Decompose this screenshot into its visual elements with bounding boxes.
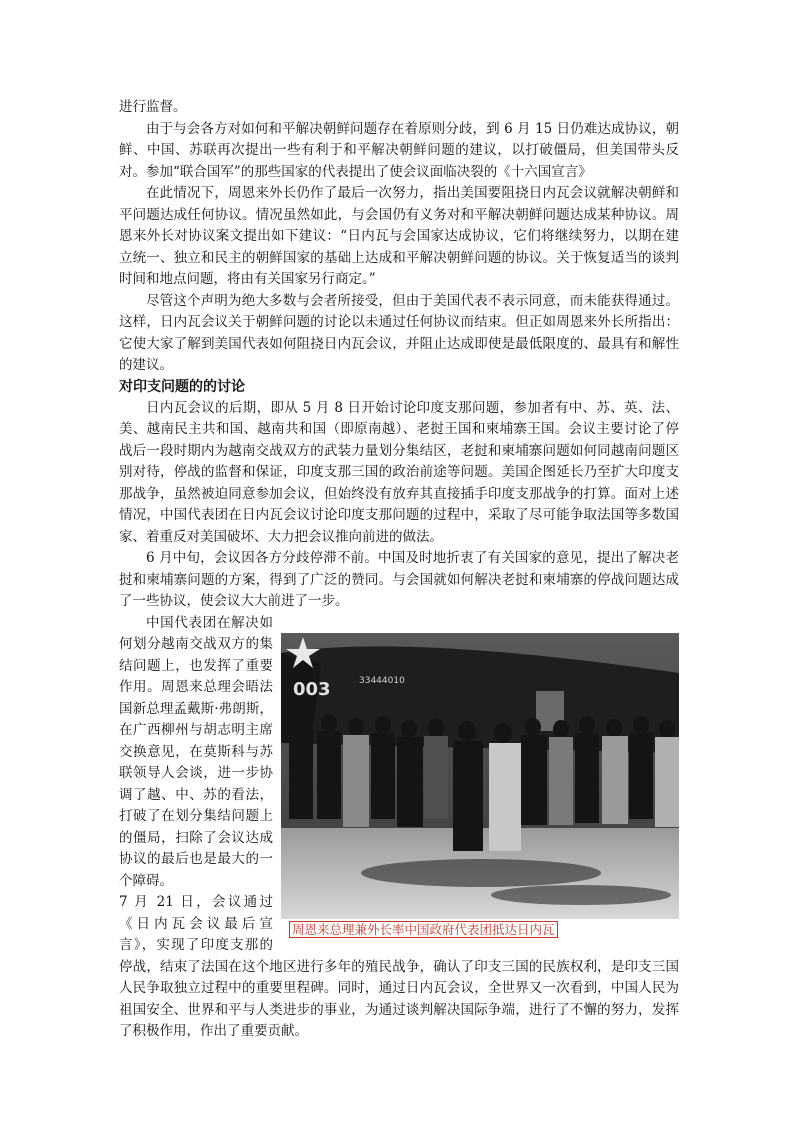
- paragraph: 由于与会各方对如何和平解决朝鲜问题存在着原则分歧，到 6 月 15 日仍难达成协议，朝鲜、中国、苏联再次提出一些有利于和平解决朝鲜问题的建议，以打破僵局，但美国带头反对。参加“联合国军”的那些国家的代表提出了使会议面临决裂的《十六国宣言》: [119, 120, 679, 180]
- paragraph: 尽管这个声明为绝大多数与会者所接受，但由于美国代表不表示同意，而未能获得通过。这样，日内瓦会议关于朝鲜问题的讨论以未通过任何协议而结束。但正如周恩来外长所指出：它使大家了解到美国代表如何阻挠日内瓦会议，并阻止达成即使是最低限度的、最具有和解性的建议。: [119, 292, 679, 373]
- paragraph: 6 月中旬，会议因各方分歧停滞不前。中国及时地折衷了有关国家的意见，提出了解决老挝和柬埔寨问题的方案，得到了广泛的赞同。与会国就如何解决老挝和柬埔寨的停战问题达成了一些协议，使会议大大前进了一步。: [119, 550, 679, 609]
- photo-caption: 周恩来总理兼外长率中国政府代表团抵达日内瓦: [289, 921, 558, 938]
- document-body: [119, 97, 679, 1043]
- paragraph: 7 月 21 日，会议通过《日内瓦会议最后宣言》，实现了印度支那的停战，结束了法国在这个地区进行多年的殖民战争，确认了印支三国的民族权利，是印支三国人民争取独立过程中的重要里程碑。同时，通过日内瓦会议，全世界又一次看到，中国人民为祖国安全、世界和平与人类进步的事业，为通过谈判解决国际争端，进行了不懈的努力，发挥了积极作用，作出了重要贡献。: [119, 894, 679, 1039]
- photo-illustration: [281, 633, 679, 919]
- text-with-photo: [119, 613, 679, 1043]
- delegation-photo: [281, 633, 679, 919]
- aircraft-code: 003: [293, 678, 331, 700]
- photo-figure: [281, 633, 679, 936]
- paragraph: 进行监督。: [119, 99, 187, 115]
- aircraft-number: 33444010: [359, 675, 405, 686]
- paragraph: 在此情况下，周恩来外长仍作了最后一次努力，指出美国要阻挠日内瓦会议就解决朝鲜和平问题达成任何协议。情况虽然如此，与会国仍有义务对和平解决朝鲜问题达成某种协议。周恩来外长对协议案文提出如下建议：“日内瓦与会国家达成协议，它们将继续努力，以期在建立统一、独立和民主的朝鲜国家的基础上达成和平解决朝鲜问题的协议。关于恢复适当的谈判时间和地点问题，将由有关国家另行商定。”: [119, 185, 679, 287]
- section-heading: 对印支问题的的讨论: [119, 378, 245, 395]
- paragraph: 中国代表团在解决如何划分越南交战双方的集结问题上，也发挥了重要作用。周恩来总理会晤法国新总理孟戴斯·弗朗斯，在广西柳州与胡志明主席交换意见，在莫斯科与苏联领导人会谈，进一步协调了越、中、苏的看法，打破了在划分集结问题上的僵局，扫除了会议达成协议的最后也是最大的一个障碍。: [119, 614, 273, 889]
- paragraph: 日内瓦会议的后期，即从 5 月 8 日开始讨论印度支那问题，参加者有中、苏、英、法、美、越南民主共和国、越南共和国（即原南越）、老挝王国和柬埔寨王国。会议主要讨论了停战后一段时期内为越南交战双方的武装力量划分集结区，老挝和柬埔寨问题如何同越南问题区别对待，停战的监督和保证，印度支那三国的政治前途等问题。美国企图延长乃至扩大印度支那战争，虽然被迫同意参加会议，但始终没有放弃其直接插手印度支那战争的打算。面对上述情况，中国代表团在日内瓦会议讨论印度支那问题的过程中，采取了尽可能争取法国等多数国家、着重反对美国破坏、大力把会议推向前进的做法。: [119, 399, 679, 545]
